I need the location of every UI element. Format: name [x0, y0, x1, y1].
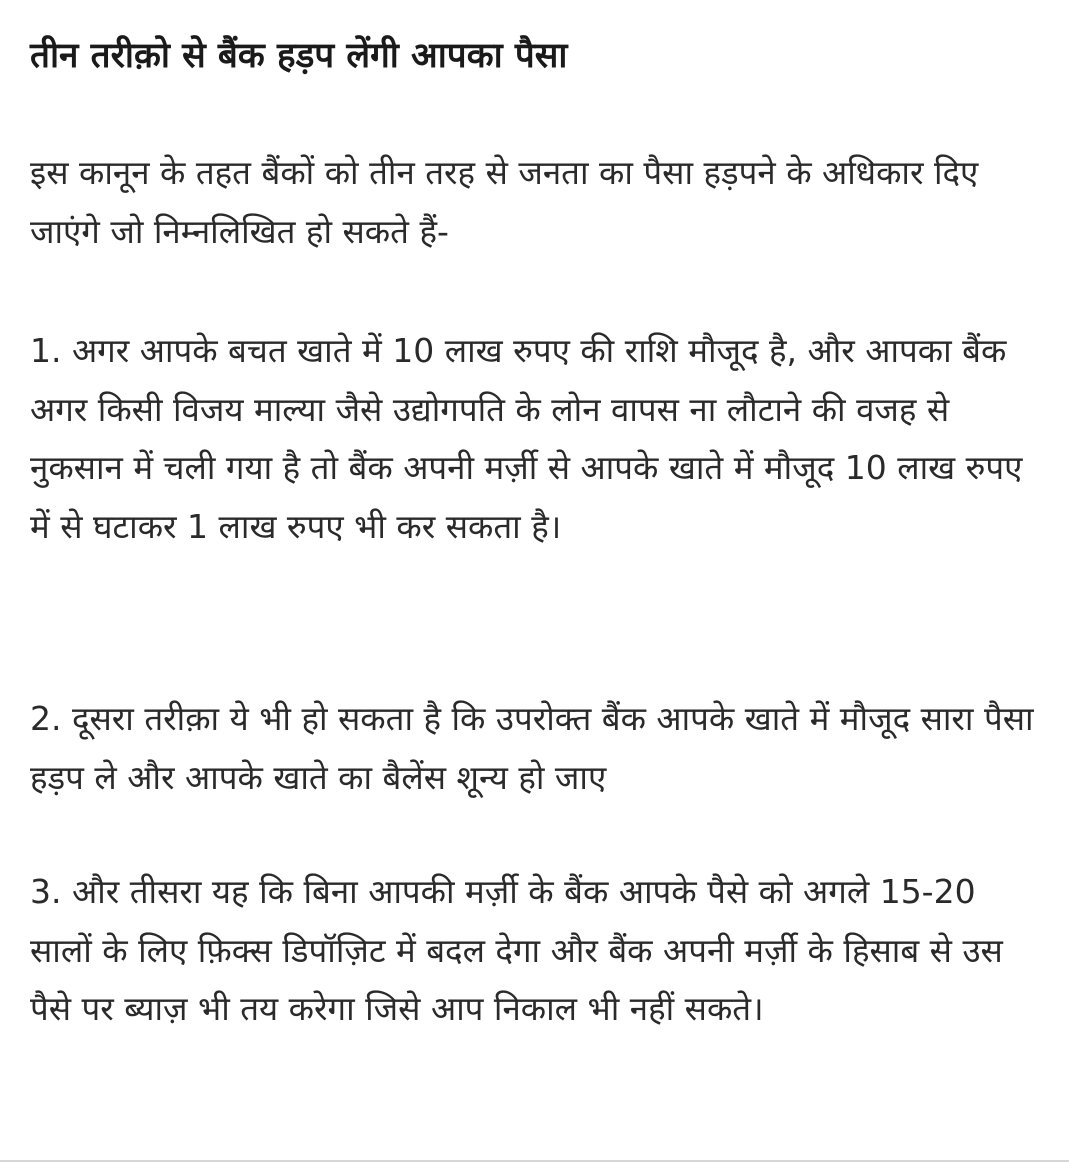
- point-two-paragraph: 2. दूसरा तरीक़ा ये भी हो सकता है कि उपरोक्त बैंक आपके खाते में मौजूद सारा पैसा हड़प ले और आपके खाते का बैलेंस शून्य हो जाए: [30, 699, 1034, 797]
- point-one-paragraph: 1. अगर आपके बचत खाते में 10 लाख रुपए की राशि मौजूद है, और आपका बैंक अगर किसी विजय माल्या जैसे उद्योगपति के लोन वापस ना लौटाने की वजह से नुकसान में चली गया है तो बैंक अपनी मर्ज़ी से आपके खाते में मौजूद 10 लाख रुपए में से घटाकर 1 लाख रुपए भी कर सकता है।: [30, 331, 1023, 546]
- intro-paragraph: इस कानून के तहत बैंकों को तीन तरह से जनता का पैसा हड़पने के अधिकार दिए जाएंगे जो निम्नलिखित हो सकते हैं-: [30, 153, 979, 251]
- bottom-divider: [0, 1160, 1069, 1162]
- point-three-paragraph: 3. और तीसरा यह कि बिना आपकी मर्ज़ी के बैंक आपके पैसे को अगले 15-20 सालों के लिए फ़िक्स डिपॉज़िट में बदल देगा और बैंक अपनी मर्ज़ी के हिसाब से उस पैसे पर ब्याज़ भी तय करेगा जिसे आप निकाल भी नहीं सकते।: [30, 872, 1003, 1028]
- article-heading: तीन तरीक़ो से बैंक हड़प लेंगी आपका पैसा: [30, 36, 568, 76]
- article-body: [30, 0, 1045, 1028]
